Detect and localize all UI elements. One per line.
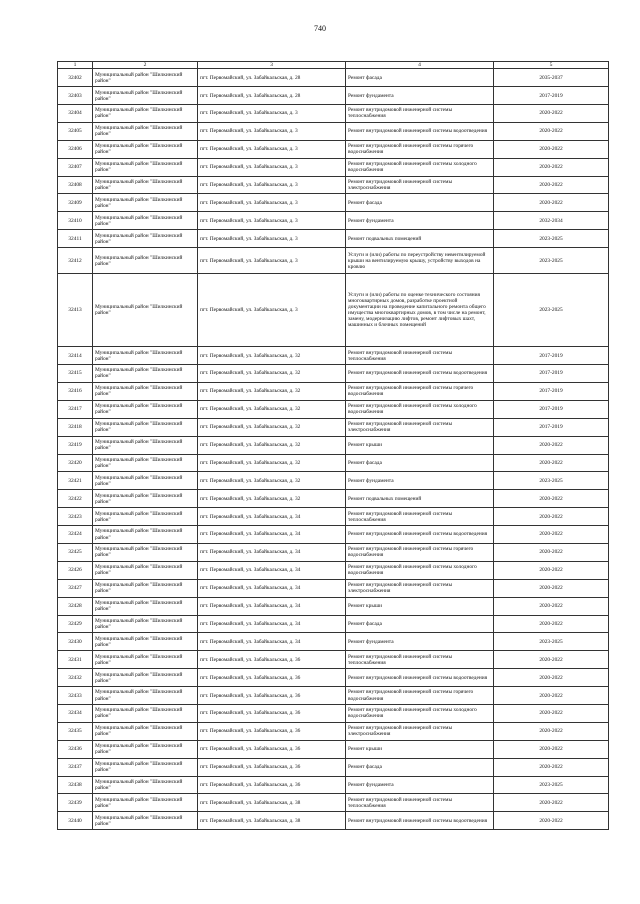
work-type-cell: Услуги и (или) работы по переустройству невентилируемой крыши на вентилируемую крышу, устройству выходов на кровлю [346,248,494,274]
address-cell: пгт. Первомайский, ул. Забайкальская, д. 36 [198,776,346,794]
row-id-cell: 32428 [58,597,93,615]
address-cell: пгт. Первомайский, ул. Забайкальская, д. 36 [198,669,346,687]
district-cell: Муниципальный район "Шилкинский район" [93,508,198,526]
work-type-cell: Ремонт внутридомовой инженерной системы электроснабжения [346,418,494,436]
address-cell: пгт. Первомайский, ул. Забайкальская, д. 32 [198,365,346,383]
table-row [58,365,609,383]
table-row [58,472,609,490]
period-cell: 2023-2025 [494,230,609,248]
district-cell: Муниципальный район "Шилкинский район" [93,69,198,87]
table-row [58,633,609,651]
district-cell: Муниципальный район "Шилкинский район" [93,158,198,176]
table-row [58,140,609,158]
work-type-cell: Ремонт внутридомовой инженерной системы холодного водоснабжения [346,561,494,579]
row-id-cell: 32406 [58,140,93,158]
period-cell: 2020-2022 [494,597,609,615]
district-cell: Муниципальный район "Шилкинский район" [93,212,198,230]
district-cell: Муниципальный район "Шилкинский район" [93,418,198,436]
table-row [58,436,609,454]
period-cell: 2020-2022 [494,176,609,194]
period-cell: 2020-2022 [494,543,609,561]
work-type-cell: Ремонт внутридомовой инженерной системы водоотведения [346,812,494,830]
table-row [58,669,609,687]
table-row [58,508,609,526]
address-cell: пгт. Первомайский, ул. Забайкальская, д. 34 [198,508,346,526]
address-cell: пгт. Первомайский, ул. Забайкальская, д. 3 [198,176,346,194]
period-cell: 2020-2022 [494,561,609,579]
work-type-cell: Ремонт внутридомовой инженерной системы теплоснабжения [346,508,494,526]
work-type-cell: Ремонт фасада [346,69,494,87]
row-id-cell: 32429 [58,615,93,633]
district-cell: Муниципальный район "Шилкинский район" [93,274,198,347]
address-cell: пгт. Первомайский, ул. Забайкальская, д. 38 [198,794,346,812]
table-row [58,794,609,812]
work-type-cell: Ремонт крыши [346,436,494,454]
row-id-cell: 32426 [58,561,93,579]
period-cell: 2023-2025 [494,274,609,347]
row-id-cell: 32404 [58,105,93,123]
period-cell: 2020-2022 [494,140,609,158]
row-id-cell: 32417 [58,400,93,418]
table-row [58,194,609,212]
period-cell: 2020-2022 [494,704,609,722]
work-type-cell: Ремонт внутридомовой инженерной системы электроснабжения [346,722,494,740]
address-cell: пгт. Первомайский, ул. Забайкальская, д. 32 [198,382,346,400]
work-type-cell: Ремонт фундамента [346,87,494,105]
period-cell: 2023-2025 [494,472,609,490]
address-cell: пгт. Первомайский, ул. Забайкальская, д. 3 [198,248,346,274]
district-cell: Муниципальный район "Шилкинский район" [93,176,198,194]
table-row [58,758,609,776]
table-row [58,105,609,123]
address-cell: пгт. Первомайский, ул. Забайкальская, д. 34 [198,526,346,544]
table-row [58,579,609,597]
work-type-cell: Ремонт подвальных помещений [346,230,494,248]
address-cell: пгт. Первомайский, ул. Забайкальская, д. 28 [198,87,346,105]
district-cell: Муниципальный район "Шилкинский район" [93,687,198,705]
row-id-cell: 32424 [58,526,93,544]
address-cell: пгт. Первомайский, ул. Забайкальская, д. 3 [198,274,346,347]
row-id-cell: 32419 [58,436,93,454]
table-row [58,615,609,633]
district-cell: Муниципальный район "Шилкинский район" [93,597,198,615]
work-type-cell: Ремонт фундамента [346,472,494,490]
district-cell: Муниципальный район "Шилкинский район" [93,633,198,651]
work-type-cell: Ремонт внутридомовой инженерной системы холодного водоснабжения [346,400,494,418]
period-cell: 2020-2022 [494,194,609,212]
work-type-cell: Ремонт внутридомовой инженерной системы водоотведения [346,365,494,383]
row-id-cell: 32431 [58,651,93,669]
address-cell: пгт. Первомайский, ул. Забайкальская, д. 38 [198,812,346,830]
table-row [58,87,609,105]
period-cell: 2020-2022 [494,436,609,454]
address-cell: пгт. Первомайский, ул. Забайкальская, д. 32 [198,418,346,436]
table-row [58,69,609,87]
district-cell: Муниципальный район "Шилкинский район" [93,105,198,123]
district-cell: Муниципальный район "Шилкинский район" [93,230,198,248]
table-row [58,812,609,830]
row-id-cell: 32410 [58,212,93,230]
period-cell: 2023-2025 [494,248,609,274]
district-cell: Муниципальный район "Шилкинский район" [93,579,198,597]
district-cell: Муниципальный район "Шилкинский район" [93,382,198,400]
district-cell: Муниципальный район "Шилкинский район" [93,454,198,472]
work-type-cell: Ремонт фундамента [346,212,494,230]
period-cell: 2017-2019 [494,347,609,365]
column-header-1: 1 [58,62,93,69]
work-type-cell: Ремонт внутридомовой инженерной системы горячего водоснабжения [346,687,494,705]
work-type-cell: Ремонт фасада [346,758,494,776]
district-cell: Муниципальный район "Шилкинский район" [93,140,198,158]
address-cell: пгт. Первомайский, ул. Забайкальская, д. 32 [198,347,346,365]
table-row [58,722,609,740]
table-row [58,543,609,561]
period-cell: 2020-2022 [494,615,609,633]
table-row [58,597,609,615]
table-row [58,347,609,365]
district-cell: Муниципальный район "Шилкинский район" [93,615,198,633]
row-id-cell: 32434 [58,704,93,722]
district-cell: Муниципальный район "Шилкинский район" [93,704,198,722]
district-cell: Муниципальный район "Шилкинский район" [93,87,198,105]
district-cell: Муниципальный район "Шилкинский район" [93,758,198,776]
table-row [58,651,609,669]
district-cell: Муниципальный район "Шилкинский район" [93,365,198,383]
row-id-cell: 32421 [58,472,93,490]
table-row [58,176,609,194]
period-cell: 2020-2022 [494,508,609,526]
row-id-cell: 32408 [58,176,93,194]
row-id-cell: 32423 [58,508,93,526]
work-type-cell: Услуги и (или) работы по оценке технического состояния многоквартирных домов, разработке проектной документации на проведение капитального ремонта общего имущества многоквартирных домов, в том числе на ремонт, замену, модернизацию лифтов, ремонт лифтовых шахт, машинных и блочных помещений [346,274,494,347]
address-cell: пгт. Первомайский, ул. Забайкальская, д. 34 [198,597,346,615]
row-id-cell: 32436 [58,740,93,758]
work-type-cell: Ремонт подвальных помещений [346,490,494,508]
work-type-cell: Ремонт фасада [346,454,494,472]
period-cell: 2020-2022 [494,758,609,776]
row-id-cell: 32422 [58,490,93,508]
address-cell: пгт. Первомайский, ул. Забайкальская, д. 36 [198,651,346,669]
period-cell: 2032-2034 [494,212,609,230]
district-cell: Муниципальный район "Шилкинский район" [93,122,198,140]
address-cell: пгт. Первомайский, ул. Забайкальская, д. 32 [198,490,346,508]
row-id-cell: 32438 [58,776,93,794]
table-row [58,418,609,436]
table-row [58,382,609,400]
row-id-cell: 32425 [58,543,93,561]
address-cell: пгт. Первомайский, ул. Забайкальская, д. 3 [198,158,346,176]
address-cell: пгт. Первомайский, ул. Забайкальская, д. 34 [198,579,346,597]
row-id-cell: 32407 [58,158,93,176]
district-cell: Муниципальный район "Шилкинский район" [93,543,198,561]
table-row [58,122,609,140]
district-cell: Муниципальный район "Шилкинский район" [93,669,198,687]
row-id-cell: 32418 [58,418,93,436]
district-cell: Муниципальный район "Шилкинский район" [93,472,198,490]
district-cell: Муниципальный район "Шилкинский район" [93,490,198,508]
row-id-cell: 32435 [58,722,93,740]
work-type-cell: Ремонт внутридомовой инженерной системы теплоснабжения [346,347,494,365]
row-id-cell: 32416 [58,382,93,400]
address-cell: пгт. Первомайский, ул. Забайкальская, д. 34 [198,561,346,579]
table-row [58,454,609,472]
work-type-cell: Ремонт внутридомовой инженерной системы теплоснабжения [346,651,494,669]
district-cell: Муниципальный район "Шилкинский район" [93,722,198,740]
table-row [58,158,609,176]
address-cell: пгт. Первомайский, ул. Забайкальская, д. 32 [198,472,346,490]
district-cell: Муниципальный район "Шилкинский район" [93,194,198,212]
table-row [58,526,609,544]
work-type-cell: Ремонт крыши [346,740,494,758]
period-cell: 2035-2037 [494,69,609,87]
row-id-cell: 32437 [58,758,93,776]
row-id-cell: 32402 [58,69,93,87]
work-type-cell: Ремонт внутридомовой инженерной системы горячего водоснабжения [346,382,494,400]
period-cell: 2017-2019 [494,365,609,383]
column-header-2: 2 [93,62,198,69]
row-id-cell: 32420 [58,454,93,472]
work-type-cell: Ремонт фундамента [346,633,494,651]
table-row [58,776,609,794]
work-type-cell: Ремонт фасада [346,194,494,212]
address-cell: пгт. Первомайский, ул. Забайкальская, д. 36 [198,758,346,776]
district-cell: Муниципальный район "Шилкинский район" [93,651,198,669]
period-cell: 2020-2022 [494,722,609,740]
address-cell: пгт. Первомайский, ул. Забайкальская, д. 3 [198,194,346,212]
district-cell: Муниципальный район "Шилкинский район" [93,740,198,758]
row-id-cell: 32432 [58,669,93,687]
work-type-cell: Ремонт внутридомовой инженерной системы горячего водоснабжения [346,140,494,158]
period-cell: 2020-2022 [494,490,609,508]
row-id-cell: 32415 [58,365,93,383]
address-cell: пгт. Первомайский, ул. Забайкальская, д. 34 [198,633,346,651]
address-cell: пгт. Первомайский, ул. Забайкальская, д. 3 [198,140,346,158]
district-cell: Муниципальный район "Шилкинский район" [93,561,198,579]
address-cell: пгт. Первомайский, ул. Забайкальская, д. 3 [198,122,346,140]
address-cell: пгт. Первомайский, ул. Забайкальская, д. 28 [198,69,346,87]
row-id-cell: 32427 [58,579,93,597]
district-cell: Муниципальный район "Шилкинский район" [93,436,198,454]
period-cell: 2023-2025 [494,776,609,794]
column-header-4: 4 [346,62,494,69]
work-type-cell: Ремонт внутридомовой инженерной системы теплоснабжения [346,105,494,123]
address-cell: пгт. Первомайский, ул. Забайкальская, д. 34 [198,543,346,561]
table-row [58,490,609,508]
column-header-5: 5 [494,62,609,69]
row-id-cell: 32411 [58,230,93,248]
table-row [58,248,609,274]
period-cell: 2017-2019 [494,400,609,418]
table-row [58,740,609,758]
address-cell: пгт. Первомайский, ул. Забайкальская, д. 36 [198,687,346,705]
row-id-cell: 32403 [58,87,93,105]
period-cell: 2020-2022 [494,669,609,687]
address-cell: пгт. Первомайский, ул. Забайкальская, д. 36 [198,704,346,722]
period-cell: 2017-2019 [494,418,609,436]
row-id-cell: 32409 [58,194,93,212]
row-id-cell: 32440 [58,812,93,830]
period-cell: 2020-2022 [494,526,609,544]
period-cell: 2020-2022 [494,651,609,669]
period-cell: 2020-2022 [494,812,609,830]
work-type-cell: Ремонт фундамента [346,776,494,794]
period-cell: 2020-2022 [494,454,609,472]
period-cell: 2020-2022 [494,740,609,758]
address-cell: пгт. Первомайский, ул. Забайкальская, д. 32 [198,436,346,454]
column-number-row [58,62,609,69]
work-type-cell: Ремонт внутридомовой инженерной системы теплоснабжения [346,794,494,812]
row-id-cell: 32405 [58,122,93,140]
column-header-3: 3 [198,62,346,69]
row-id-cell: 32413 [58,274,93,347]
period-cell: 2020-2022 [494,579,609,597]
period-cell: 2023-2025 [494,633,609,651]
district-cell: Муниципальный район "Шилкинский район" [93,347,198,365]
district-cell: Муниципальный район "Шилкинский район" [93,400,198,418]
work-type-cell: Ремонт внутридомовой инженерной системы водоотведения [346,122,494,140]
address-cell: пгт. Первомайский, ул. Забайкальская, д. 36 [198,740,346,758]
address-cell: пгт. Первомайский, ул. Забайкальская, д. 36 [198,722,346,740]
district-cell: Муниципальный район "Шилкинский район" [93,776,198,794]
table-row [58,230,609,248]
row-id-cell: 32430 [58,633,93,651]
row-id-cell: 32412 [58,248,93,274]
address-cell: пгт. Первомайский, ул. Забайкальская, д. 34 [198,615,346,633]
work-type-cell: Ремонт фасада [346,615,494,633]
row-id-cell: 32414 [58,347,93,365]
period-cell: 2020-2022 [494,122,609,140]
address-cell: пгт. Первомайский, ул. Забайкальская, д. 3 [198,230,346,248]
address-cell: пгт. Первомайский, ул. Забайкальская, д. 3 [198,212,346,230]
district-cell: Муниципальный район "Шилкинский район" [93,794,198,812]
table-row [58,274,609,347]
capital-repair-table [57,61,609,830]
period-cell: 2017-2019 [494,87,609,105]
period-cell: 2020-2022 [494,687,609,705]
district-cell: Муниципальный район "Шилкинский район" [93,812,198,830]
work-type-cell: Ремонт внутридомовой инженерной системы холодного водоснабжения [346,158,494,176]
work-type-cell: Ремонт внутридомовой инженерной системы электроснабжения [346,176,494,194]
address-cell: пгт. Первомайский, ул. Забайкальская, д. 3 [198,105,346,123]
address-cell: пгт. Первомайский, ул. Забайкальская, д. 32 [198,454,346,472]
table-row [58,687,609,705]
table-row [58,400,609,418]
work-type-cell: Ремонт внутридомовой инженерной системы холодного водоснабжения [346,704,494,722]
address-cell: пгт. Первомайский, ул. Забайкальская, д. 32 [198,400,346,418]
row-id-cell: 32433 [58,687,93,705]
table-row [58,561,609,579]
table-row [58,212,609,230]
work-type-cell: Ремонт внутридомовой инженерной системы водоотведения [346,526,494,544]
district-cell: Муниципальный район "Шилкинский район" [93,248,198,274]
work-type-cell: Ремонт внутридомовой инженерной системы электроснабжения [346,579,494,597]
district-cell: Муниципальный район "Шилкинский район" [93,526,198,544]
page-number: 740 [314,24,326,33]
period-cell: 2020-2022 [494,794,609,812]
work-type-cell: Ремонт внутридомовой инженерной системы горячего водоснабжения [346,543,494,561]
work-type-cell: Ремонт крыши [346,597,494,615]
table-row [58,704,609,722]
period-cell: 2017-2019 [494,382,609,400]
period-cell: 2020-2022 [494,158,609,176]
row-id-cell: 32439 [58,794,93,812]
work-type-cell: Ремонт внутридомовой инженерной системы водоотведения [346,669,494,687]
period-cell: 2020-2022 [494,105,609,123]
